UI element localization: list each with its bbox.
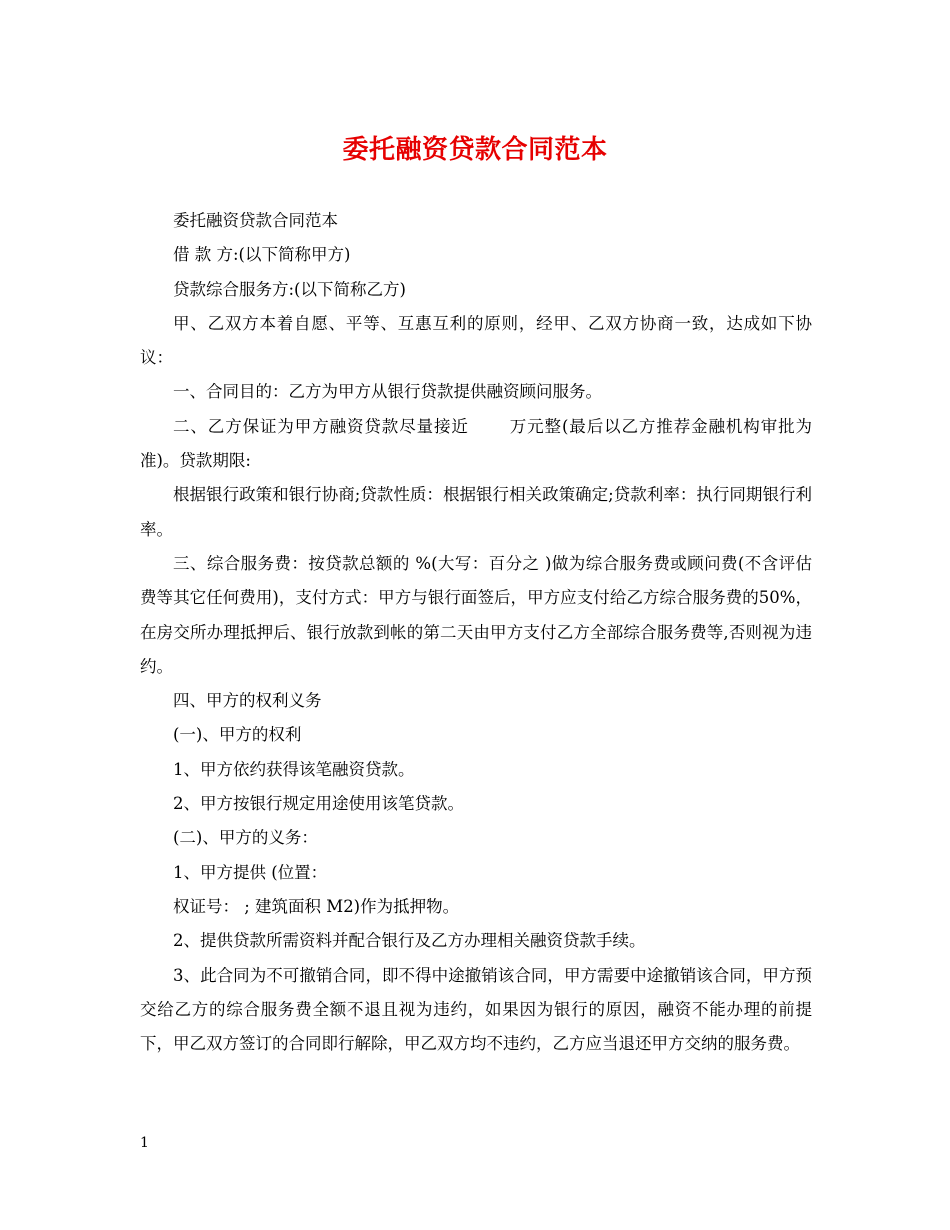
paragraph-3: 贷款综合服务方:(以下简称乙方) [173,279,406,299]
paragraph-12: 2、甲方按银行规定用途使用该笔贷款。 [173,794,464,814]
paragraph-2: 借 款 方:(以下简称甲方) [173,245,351,265]
paragraph-1: 委托融资贷款合同范本 [173,211,338,230]
paragraph-15: 权证号： ; 建筑面积 M2)作为抵押物。 [173,896,460,916]
paragraph-5: 一、合同目的：乙方为甲方从银行贷款提供融资顾问服务。 [173,382,602,402]
paragraph-11: 1、甲方依约获得该笔融资贷款。 [173,759,415,779]
document-title: 委托融资贷款合同范本 [342,135,608,165]
paragraph-9: 四、甲方的权利义务 [173,691,322,711]
paragraph-10: (一)、甲方的权利 [173,725,302,745]
paragraph-17: 3、此合同为不可撤销合同，即不得中途撤销该合同，甲方需要中途撤销该合同，甲方预交给乙方的综合服务费全额不退且视为违约，如果因为银行的原因，融资不能办理的前提下，甲乙双方签订的合同即行解除，甲乙双方均不违约，乙方应当退还甲方交纳的服务费。 [140,965,812,1054]
document-body [140,204,812,1061]
paragraph-7: 根据银行政策和银行协商;贷款性质：根据银行相关政策确定;贷款利率：执行同期银行利率。 [140,485,812,539]
paragraph-16: 2、提供贷款所需资料并配合银行及乙方办理相关融资贷款手续。 [173,931,646,951]
page-number: 1 [140,1135,149,1151]
paragraph-14: 1、甲方提供 (位置： [173,862,328,882]
paragraph-13: (二)、甲方的义务： [173,828,318,848]
paragraph-6: 二、乙方保证为甲方融资贷款尽量接近 万元整(最后以乙方推荐金融机构审批为准)。贷款期限: [140,416,812,471]
paragraph-8: 三、综合服务费：按贷款总额的 %(大写：百分之 )做为综合服务费或顾问费(不含评估费等其它任何费用)，支付方式：甲方与银行面签后，甲方应支付给乙方综合服务费的50%，在房交所办理抵押后、银行放款到帐的第二天由甲方支付乙方全部综合服务费等,否则视为违约。 [140,553,812,676]
paragraph-4: 甲、乙双方本着自愿、平等、互惠互利的原则，经甲、乙双方协商一致，达成如下协议： [140,313,812,368]
